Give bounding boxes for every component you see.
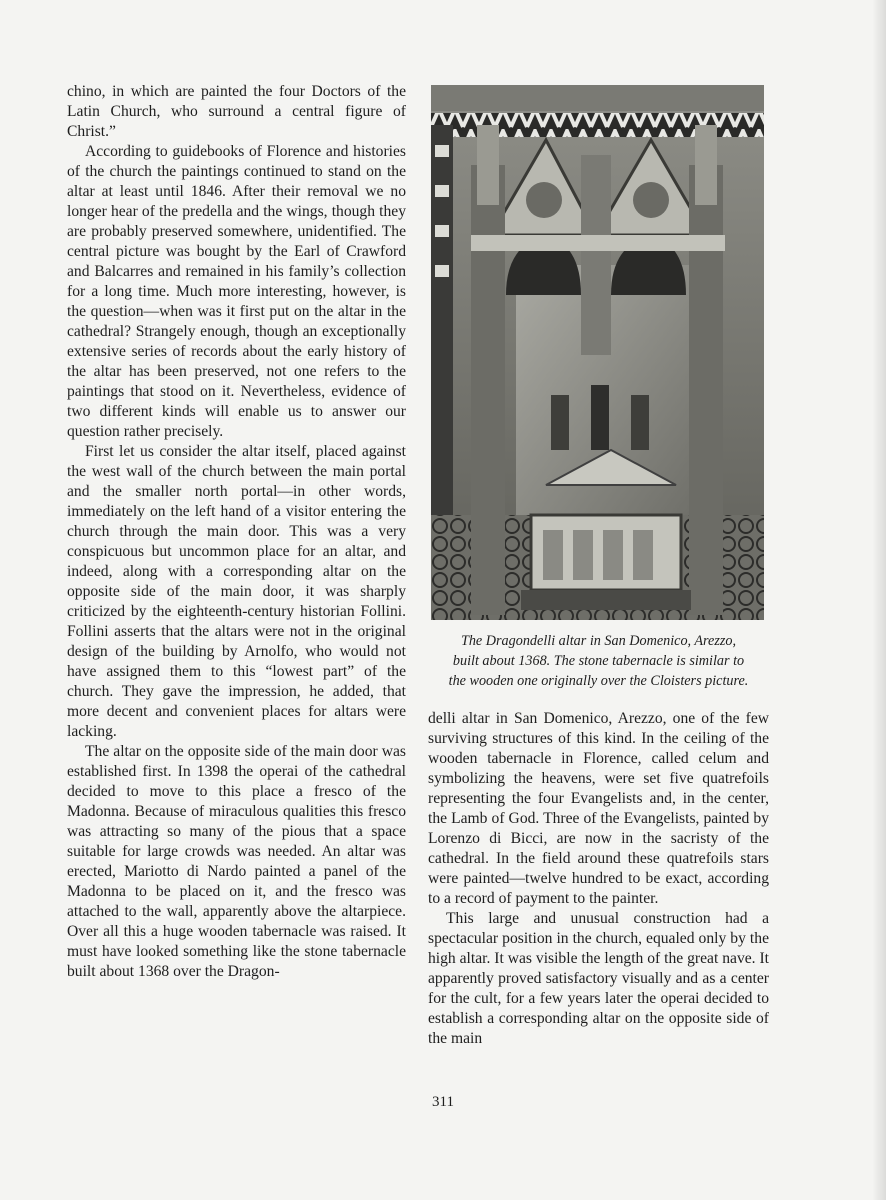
paragraph: chino, in which are painted the four Doctors of the Latin Church, who surround a central figure of Christ.”	[67, 83, 406, 140]
altar-illustration	[431, 85, 764, 620]
caption-line: the wooden one originally over the Cloisters picture.	[448, 673, 749, 689]
paragraph: The altar on the opposite side of the main door was established first. In 1398 the operai of the cathedral decided to move to this place a fresco of the Madonna. Because of miraculous qualities this fresco was attracting so many of the pious that a space suitable for large crowds was needed. An altar was erected, Mariotto di Nardo painted a panel of the Madonna to be placed on it, and the fresco was attached to the wall, apparently above the altarpiece. Over all this a huge wooden tabernacle was raised. It must have looked something like the stone tabernacle built about 1368 over the Dragon-	[67, 743, 406, 980]
paragraph: According to guidebooks of Florence and histories of the church the paintings continued to stand on the altar at least until 1846. After their removal we no longer hear of the predella and the wings, though they are probably preserved somewhere, unidentified. The central picture was bought by the Earl of Crawford and Balcarres and remained in his family’s collection for a long time. Much more interesting, however, is the question—when was it first put on the altar in the cathedral? Strangely enough, though an exceptionally extensive series of records about the early history of the altar has been preserved, not one refers to the paintings that stood on it. Nevertheless, evidence of two different kinds will enable us to answer our question rather precisely.	[67, 143, 406, 440]
left-text-column	[67, 82, 406, 982]
paragraph: This large and unusual construction had a spectacular position in the church, equaled only by the high altar. It was visible the length of the great nave. It apparently proved satisfactory visually and as a center for the cult, for a few years later the operai decided to establish a corresponding altar on the opposite side of the main	[428, 910, 769, 1047]
caption-line: built about 1368. The stone tabernacle is similar to	[452, 653, 745, 669]
paragraph: First let us consider the altar itself, placed against the west wall of the church between the main portal and the smaller north portal—in other words, immediately on the left hand of a visitor entering the church through the main door. This was a very conspicuous but uncommon place for an altar, and indeed, along with a corresponding altar on the opposite side of the main door, it was sharply criticized by the eighteenth-century historian Follini. Follini asserts that the altars were not in the original design of the building by Arnolfo, who would not have assigned them to this “lowest part” of the church. They gave the impression, he added, that more decent and convenient places for altars were lacking.	[67, 443, 406, 740]
page-number: 311	[432, 1094, 454, 1110]
caption-line: The Dragondelli altar in San Domenico, Arezzo,	[460, 633, 737, 649]
altar-photograph	[431, 85, 764, 620]
figure-caption	[428, 631, 769, 691]
page-edge-shadow	[872, 0, 886, 1200]
right-text-column	[428, 709, 769, 1049]
paragraph: delli altar in San Domenico, Arezzo, one of the few surviving structures of this kind. In the ceiling of the wooden tabernacle in Florence, called celum and symbolizing the heavens, were set five quatrefoils representing the four Evangelists and, in the center, the Lamb of God. Three of the Evangelists, painted by Lorenzo di Bicci, are now in the sacristy of the cathedral. In the field around these quatrefoils stars were painted—twelve hundred to be exact, according to a record of payment to the painter.	[428, 710, 769, 907]
